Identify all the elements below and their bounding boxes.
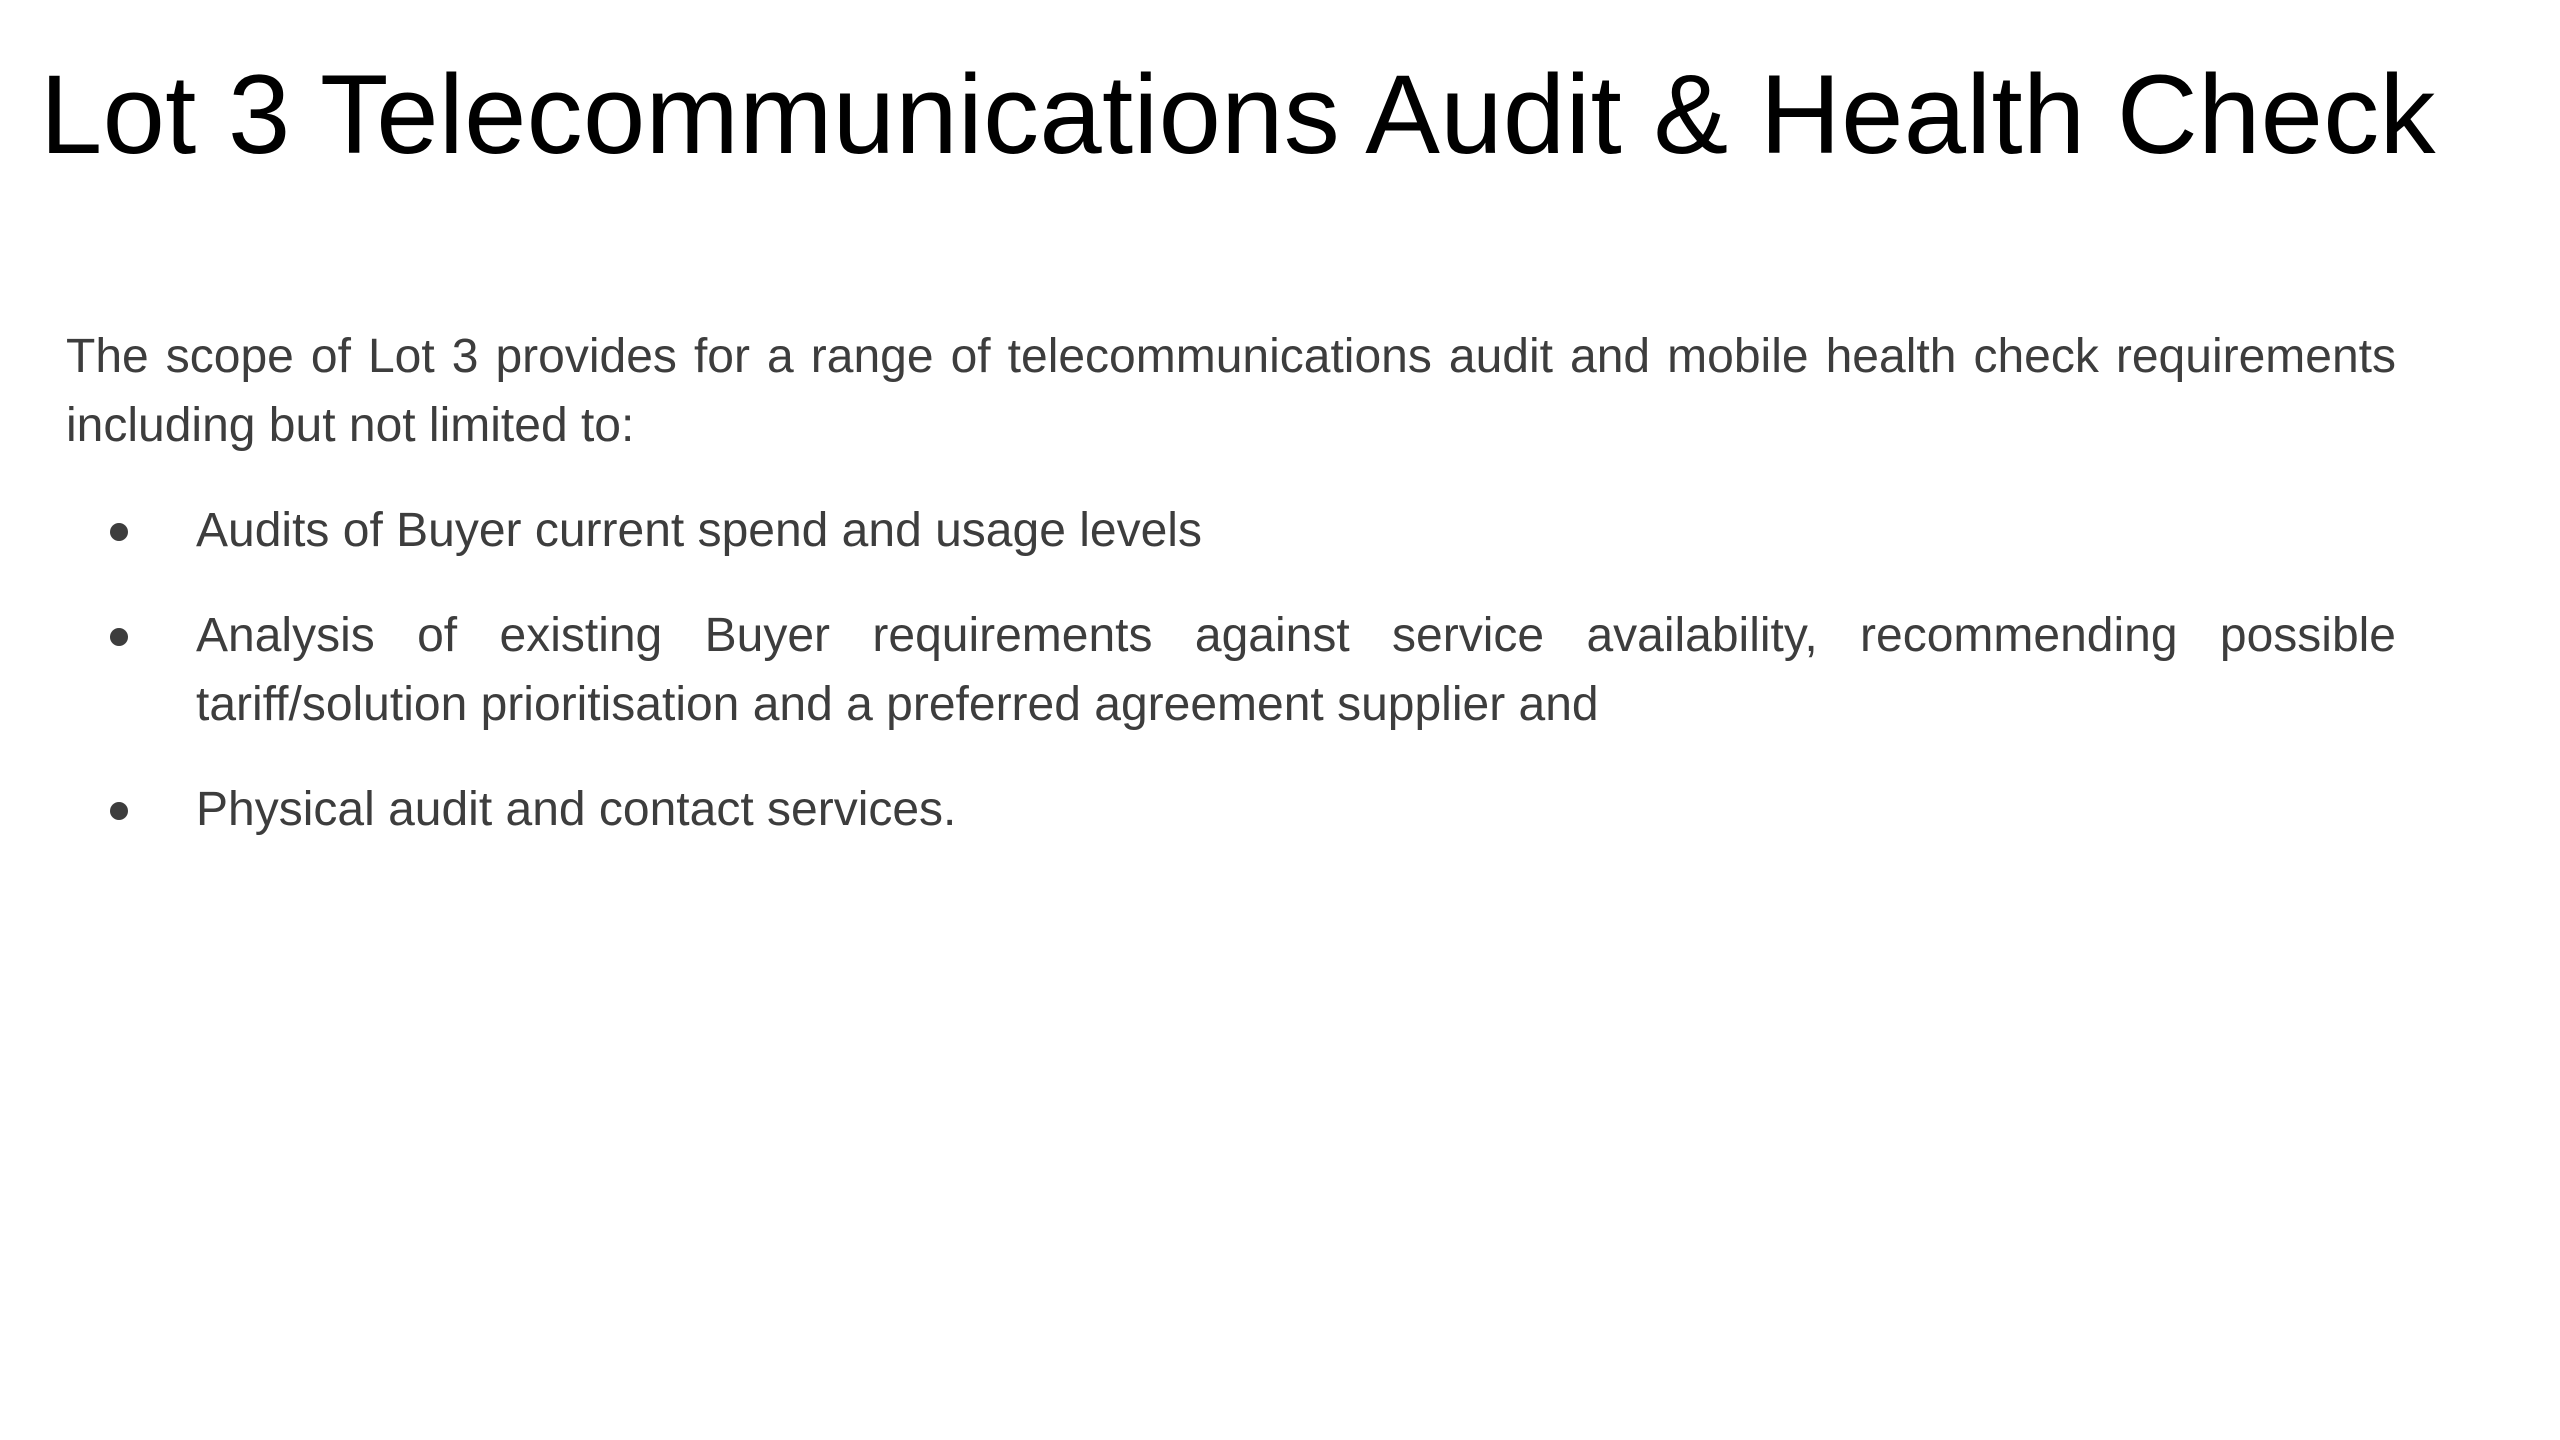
slide-body [66, 322, 2396, 880]
list-item-text: Physical audit and contact services. [196, 783, 957, 836]
bullet-dot-icon [110, 802, 128, 820]
list-item [66, 496, 2396, 565]
bullet-dot-icon [110, 628, 128, 646]
list-item-text: Analysis of existing Buyer requirements against service availability, recommending possible tariff/solution prioritisation and a preferred agreement supplier and [196, 609, 2396, 731]
list-item [66, 601, 2396, 739]
bullet-dot-icon [110, 523, 128, 541]
list-item-text: Audits of Buyer current spend and usage levels [196, 504, 1202, 557]
bullet-list [66, 496, 2396, 844]
list-item [66, 775, 2396, 844]
slide-title: Lot 3 Telecommunications Audit & Health Check [40, 52, 2436, 177]
intro-paragraph: The scope of Lot 3 provides for a range of telecommunications audit and mobile health check requirements including but not limited to: [66, 330, 2396, 452]
